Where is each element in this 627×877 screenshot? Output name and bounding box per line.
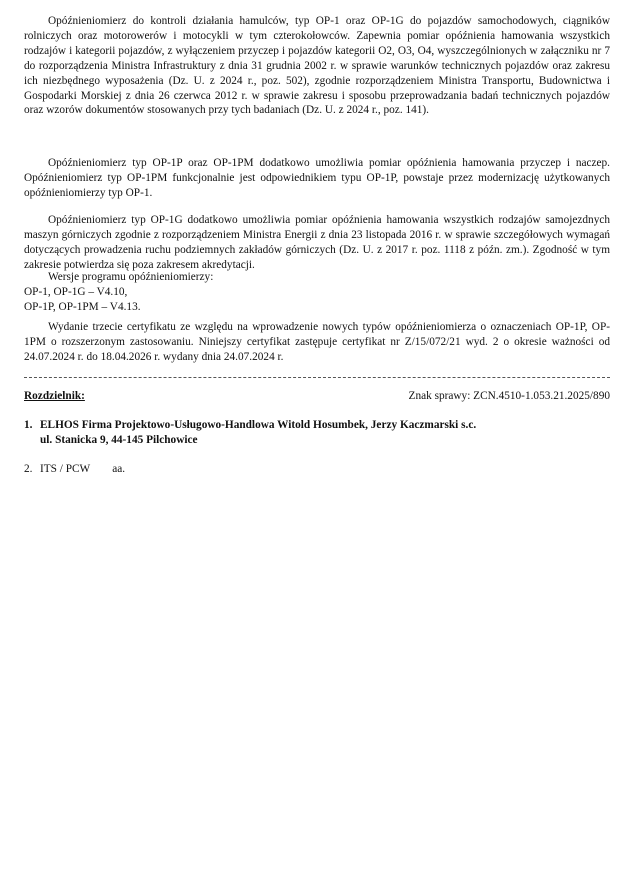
- paragraph-op1g: Opóźnieniomierz typ OP-1G dodatkowo umożliwia pomiar opóźnienia hamowania wszystkich rodzajów samojezdnych maszyn górniczych zgodnie z rozporządzeniem Ministra Energii z dnia 23 listopada 2016 r. w sprawie szczegółowych wymagań dotyczących prowadzenia ruchu podziemnych zakładów górniczych (Dz. U. z 2017 r. poz. 1118 z późn. zm.). Zgodność w tym zakresie potwierdza się poza zakresem akredytacji.: [24, 214, 610, 271]
- recipient-1: [24, 418, 604, 448]
- recipient-2: [24, 462, 125, 477]
- issue-note: Wydanie trzecie certyfikatu ze względu na wprowadzenie nowych typów opóźnieniomierza o oznaczeniach OP-1P, OP-1PM o rozszerzonym zastosowaniu. Niniejszy certyfikat zastępuje certyfikat nr Z/15/072/21 wyd. 2 o okresie ważności od 24.07.2024 r. do 18.04.2026 r. wydany dnia 24.07.2024 r.: [24, 321, 610, 363]
- separator-line: [24, 377, 610, 378]
- recipient-2-name: ITS / PCW: [40, 463, 91, 475]
- versions-line-1: OP-1, OP-1G – V4.10,: [24, 285, 128, 298]
- distribution-label: Rozdzielnik:: [24, 390, 85, 402]
- paragraph-scope: Opóźnieniomierz do kontroli działania hamulców, typ OP-1 oraz OP-1G do pojazdów samochodowych, ciągników rolniczych oraz motorowerów i motocykli w tym czterokołowców. Zapewnia pomiar opóźnienia hamowania wszystkich rodzajów i kategorii pojazdów, z wyłączeniem przyczep i pojazdów kategorii O2, O3, O4, wyszczególnionych w załączniku nr 7 do rozporządzenia Ministra Infrastruktury z dnia 31 grudnia 2002 r. w sprawie warunków technicznych pojazdów oraz zakresu ich niezbędnego wyposażenia (Dz. U. z 2024 r., poz. 502), zgodnie rozporządzeniem Ministra Transportu, Budownictwa i Gospodarki Morskiej z dnia 26 czerwca 2012 r. w sprawie zakresu i sposobu przeprowadzania badań technicznych pojazdów oraz wzorów dokumentów stosowanych przy tych badaniach (Dz. U. z 2024 r., poz. 141).: [24, 15, 610, 117]
- versions-line-2: OP-1P, OP-1PM – V4.13.: [24, 300, 141, 313]
- versions-heading: Wersje programu opóźnieniomierzy:: [48, 271, 214, 283]
- case-reference: Znak sprawy: ZCN.4510-1.053.21.2025/890: [408, 390, 610, 402]
- recipient-2-suffix: aa.: [112, 463, 126, 475]
- paragraph-op1p: Opóźnieniomierz typ OP-1P oraz OP-1PM dodatkowo umożliwia pomiar opóźnienia hamowania przyczep i naczep. Opóźnieniomierz typ OP-1PM funkcjonalnie jest odpowiednikiem typu OP-1P, powstaje przez modernizację użytkowanych opóźnieniomierzy typ OP-1.: [24, 157, 610, 199]
- recipient-1-number: 1.: [24, 419, 33, 431]
- recipient-2-number: 2.: [24, 463, 33, 475]
- software-versions: [24, 270, 610, 315]
- recipient-1-name: ELHOS Firma Projektowo-Usługowo-Handlowa Witold Hosumbek, Jerzy Kaczmarski s.c.: [40, 419, 477, 431]
- recipient-1-address: ul. Stanicka 9, 44-145 Pilchowice: [40, 433, 198, 446]
